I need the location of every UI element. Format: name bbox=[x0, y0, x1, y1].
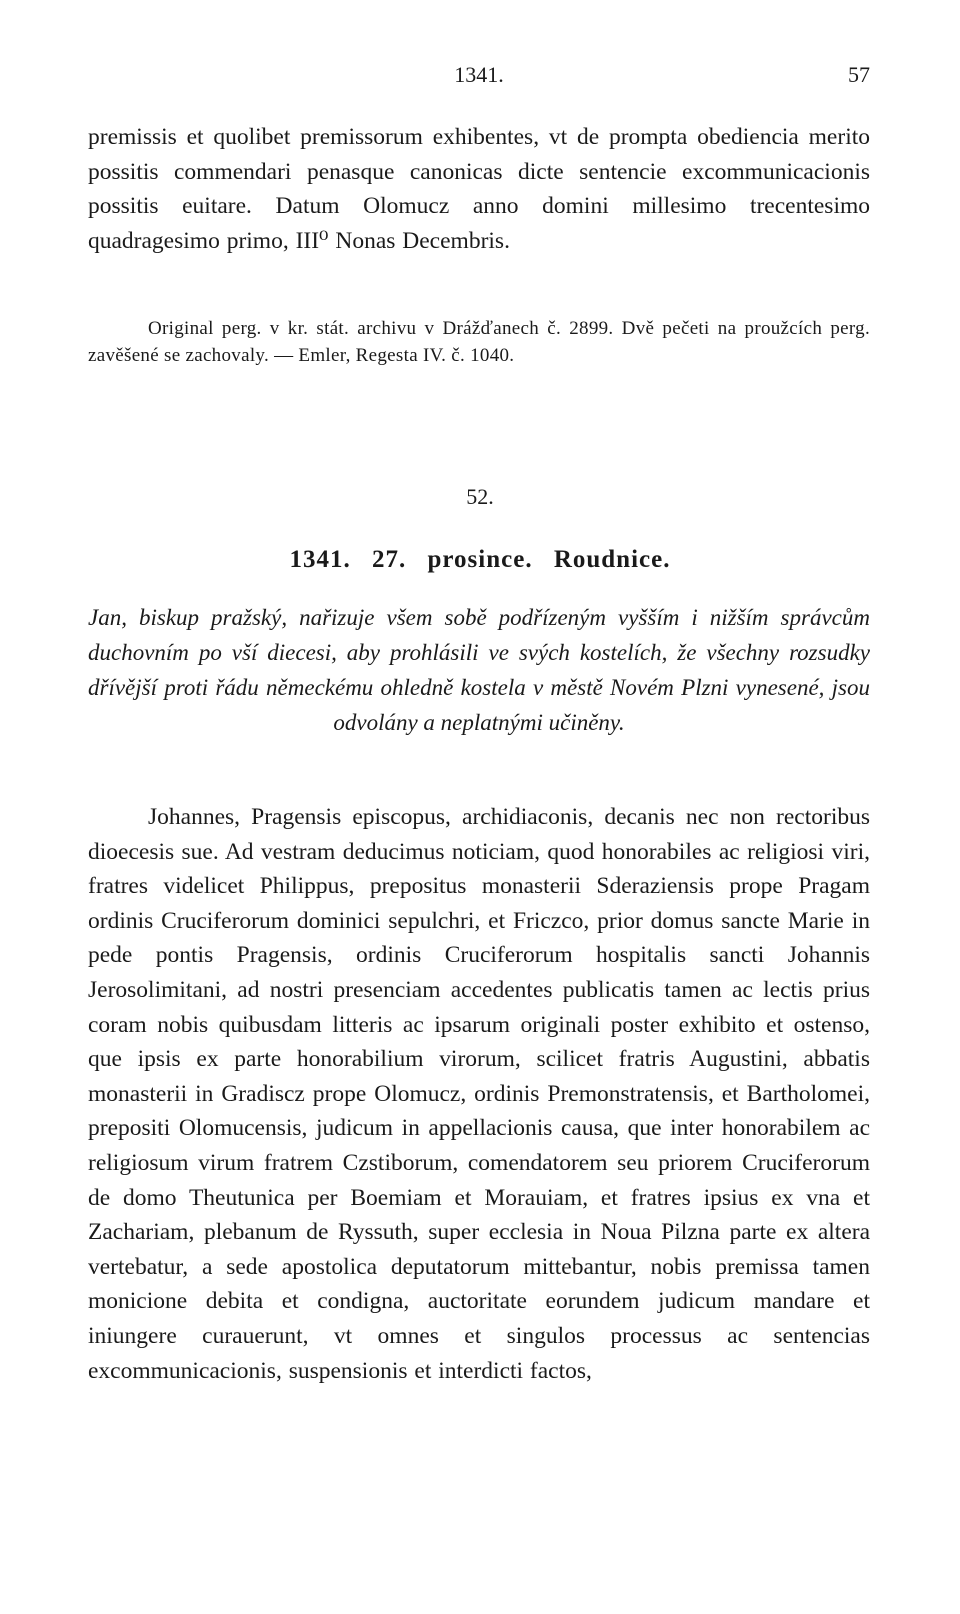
document-summary: Jan, biskup pražský, nařizuje všem sobě podřízeným vyšším i nižším správcům duchovním po vší diecesi, aby prohlásili ve svých kostelích, že všechny rozsudky dřívější proti řádu německému ohledně kostela v městě Novém Plzni vynesené, jsou odvolány a neplatnými učiněny. bbox=[88, 605, 870, 735]
continued-paragraph: premissis et quolibet premissorum exhibentes, vt de prompta obediencia merito possitis commendari penasque canonicas dicte sentencie excommunicacionis possitis euitare. Datum Olomucz anno domini millesimo trecentesimo quadragesimo primo, III⁰ Nonas Decembris. bbox=[88, 124, 870, 254]
running-header bbox=[88, 62, 870, 92]
document-title: 1341. 27. prosince. Roudnice. bbox=[289, 546, 671, 573]
source-note: Original perg. v kr. stát. archivu v Drážďanech č. 2899. Dvě pečeti na proužcích perg. zavěšené se zachovaly. — Emler, Regesta IV. č. 1040. bbox=[88, 318, 870, 366]
document-body: Johannes, Pragensis episcopus, archidiaconis, decanis nec non rectoribus dioecesis sue. Ad vestram deducimus noticiam, quod honorabiles ac religiosi viri, fratres videlicet Philippus, prepositus monasterii Sderaziensis prope Pragam ordinis Cruciferorum dominici sepulchri, et Friczco, prior domus sancte Marie in pede pontis Pragensis, ordinis Cruciferorum hospitalis sancti Johannis Jerosolimitani, ad nostri presenciam accedentes publicatis tamen ac lectis prius coram nobis quibusdam litteris ac ipsarum originali poster exhibito et ostenso, que ipsis ex parte honorabilium virorum, scilicet fratris Augustini, abbatis monasterii in Gradiscz prope Olomucz, ordinis Premonstratensis, et Bartholomei, prepositi Olomucensis, judicum in appellacionis causa, que inter honorabilem ac religiosum virum fratrem Czstiborum, comendatorem seu priorem Cruciferorum de domo Theutunica per Boemiam et Morauiam, et fratres ipsius ex vna et Zachariam, plebanum de Ryssuth, super ecclesia in Noua Pilzna parte ex altera vertebatur, a sede apostolica deputatorum mittebantur, nobis premissa tamen monicione debita et condigna, auctoritate eorundem judicum mandare et iniungere curauerunt, vt omnes et singulos processus ac sentencias excommunicacionis, suspensionis et interdicti factos, bbox=[88, 804, 870, 1384]
header-year: 1341. bbox=[454, 62, 504, 87]
document-number: 52. bbox=[466, 484, 494, 509]
page-number: 57 bbox=[848, 62, 870, 87]
